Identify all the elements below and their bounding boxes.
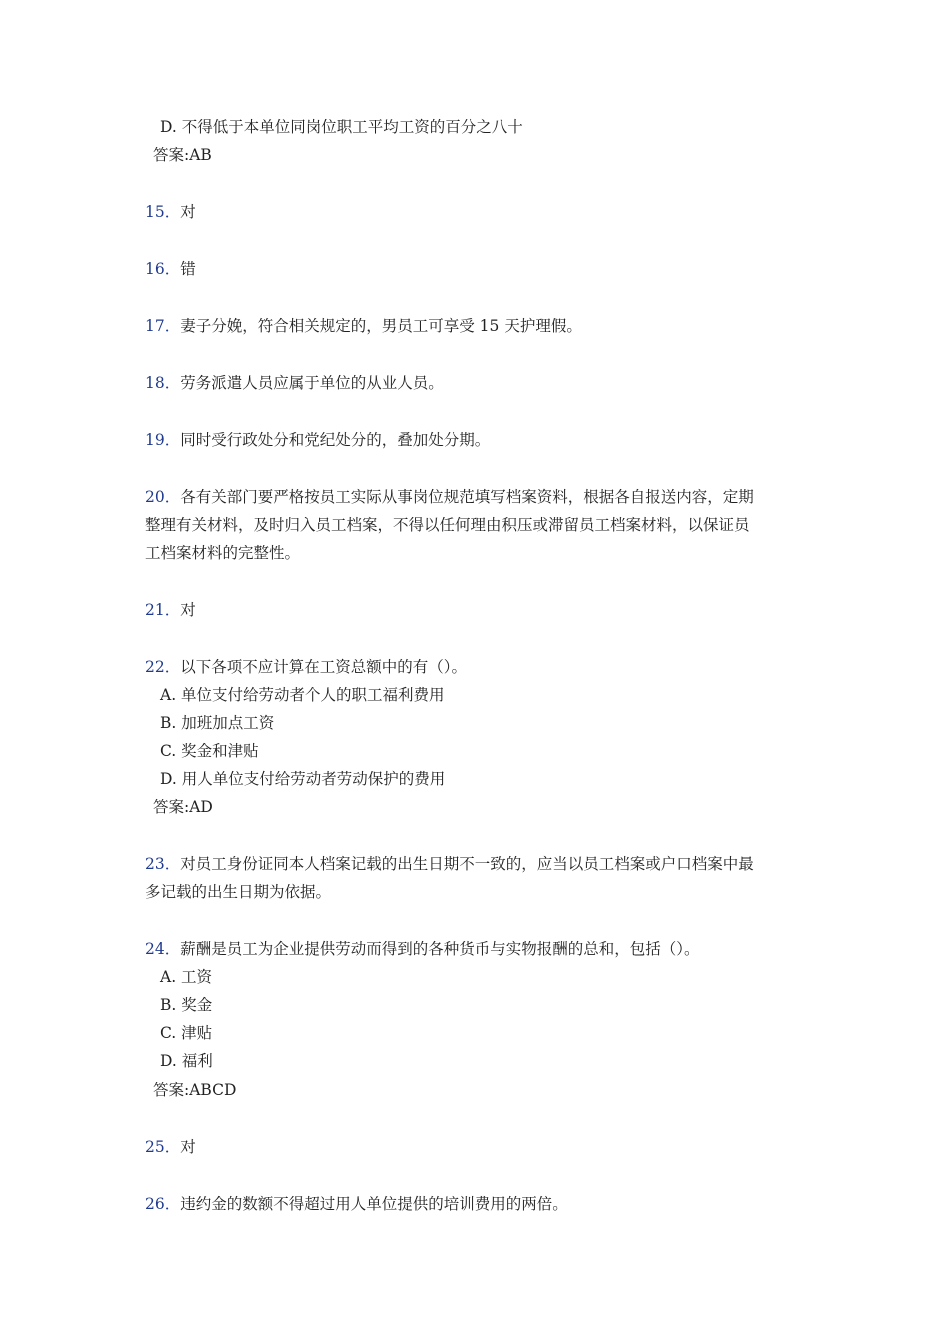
question-25 bbox=[145, 1137, 196, 1157]
question-24 bbox=[145, 939, 700, 959]
q24-option-a: A. 工资 bbox=[160, 968, 213, 986]
q22-answer: 答案:AD bbox=[153, 798, 213, 816]
question-text: 以下各项不应计算在工资总额中的有（）。 bbox=[180, 658, 467, 676]
question-16 bbox=[145, 259, 196, 279]
q14-answer: 答案:AB bbox=[153, 146, 212, 164]
question-number: 26． bbox=[145, 1195, 181, 1213]
question-19 bbox=[145, 430, 490, 450]
question-text: 对 bbox=[180, 203, 196, 221]
question-number: 17． bbox=[145, 317, 181, 335]
question-number: 15． bbox=[145, 203, 181, 221]
q24-answer: 答案:ABCD bbox=[153, 1081, 237, 1099]
question-text: 错 bbox=[180, 260, 196, 278]
question-18 bbox=[145, 373, 444, 393]
q24-option-b: B. 奖金 bbox=[160, 996, 213, 1014]
question-text: 各有关部门要严格按员工实际从事岗位规范填写档案资料，根据各自报送内容，定期 bbox=[180, 488, 754, 506]
question-21 bbox=[145, 600, 196, 620]
question-number: 16． bbox=[145, 260, 181, 278]
question-26 bbox=[145, 1194, 568, 1214]
question-number: 23． bbox=[145, 855, 181, 873]
question-23-line-2: 多记载的出生日期为依据。 bbox=[145, 883, 332, 901]
q24-option-c: C. 津贴 bbox=[160, 1024, 213, 1042]
question-text: 同时受行政处分和党纪处分的，叠加处分期。 bbox=[180, 431, 491, 449]
q22-option-a: A. 单位支付给劳动者个人的职工福利费用 bbox=[160, 686, 445, 704]
question-20-line-3: 工档案材料的完整性。 bbox=[145, 544, 301, 562]
question-22 bbox=[145, 657, 467, 677]
question-number: 25． bbox=[145, 1138, 181, 1156]
question-text: 对 bbox=[180, 601, 196, 619]
question-number: 19． bbox=[145, 431, 181, 449]
question-15 bbox=[145, 202, 196, 222]
q14-option-d: D. 不得低于本单位同岗位职工平均工资的百分之八十 bbox=[160, 118, 523, 136]
question-number: 20． bbox=[145, 488, 181, 506]
question-text: 对 bbox=[180, 1138, 196, 1156]
question-17 bbox=[145, 316, 582, 336]
question-number: 18． bbox=[145, 374, 181, 392]
question-text: 对员工身份证同本人档案记载的出生日期不一致的，应当以员工档案或户口档案中最 bbox=[180, 855, 754, 873]
question-number: 22． bbox=[145, 658, 181, 676]
question-23-line-1 bbox=[145, 854, 754, 874]
question-number: 21． bbox=[145, 601, 181, 619]
question-20-line-2: 整理有关材料，及时归入员工档案，不得以任何理由积压或滞留员工档案材料，以保证员 bbox=[145, 516, 750, 534]
question-text: 妻子分娩，符合相关规定的，男员工可享受 15 天护理假。 bbox=[180, 317, 582, 335]
q22-option-c: C. 奖金和津贴 bbox=[160, 742, 259, 760]
question-20-line-1 bbox=[145, 487, 754, 507]
question-text: 劳务派遣人员应属于单位的从业人员。 bbox=[180, 374, 444, 392]
q22-option-b: B. 加班加点工资 bbox=[160, 714, 275, 732]
question-number: 24． bbox=[145, 940, 181, 958]
question-text: 违约金的数额不得超过用人单位提供的培训费用的两倍。 bbox=[180, 1195, 568, 1213]
question-text: 薪酬是员工为企业提供劳动而得到的各种货币与实物报酬的总和，包括（）。 bbox=[180, 940, 700, 958]
q22-option-d: D. 用人单位支付给劳动者劳动保护的费用 bbox=[160, 770, 446, 788]
q24-option-d: D. 福利 bbox=[160, 1052, 213, 1070]
